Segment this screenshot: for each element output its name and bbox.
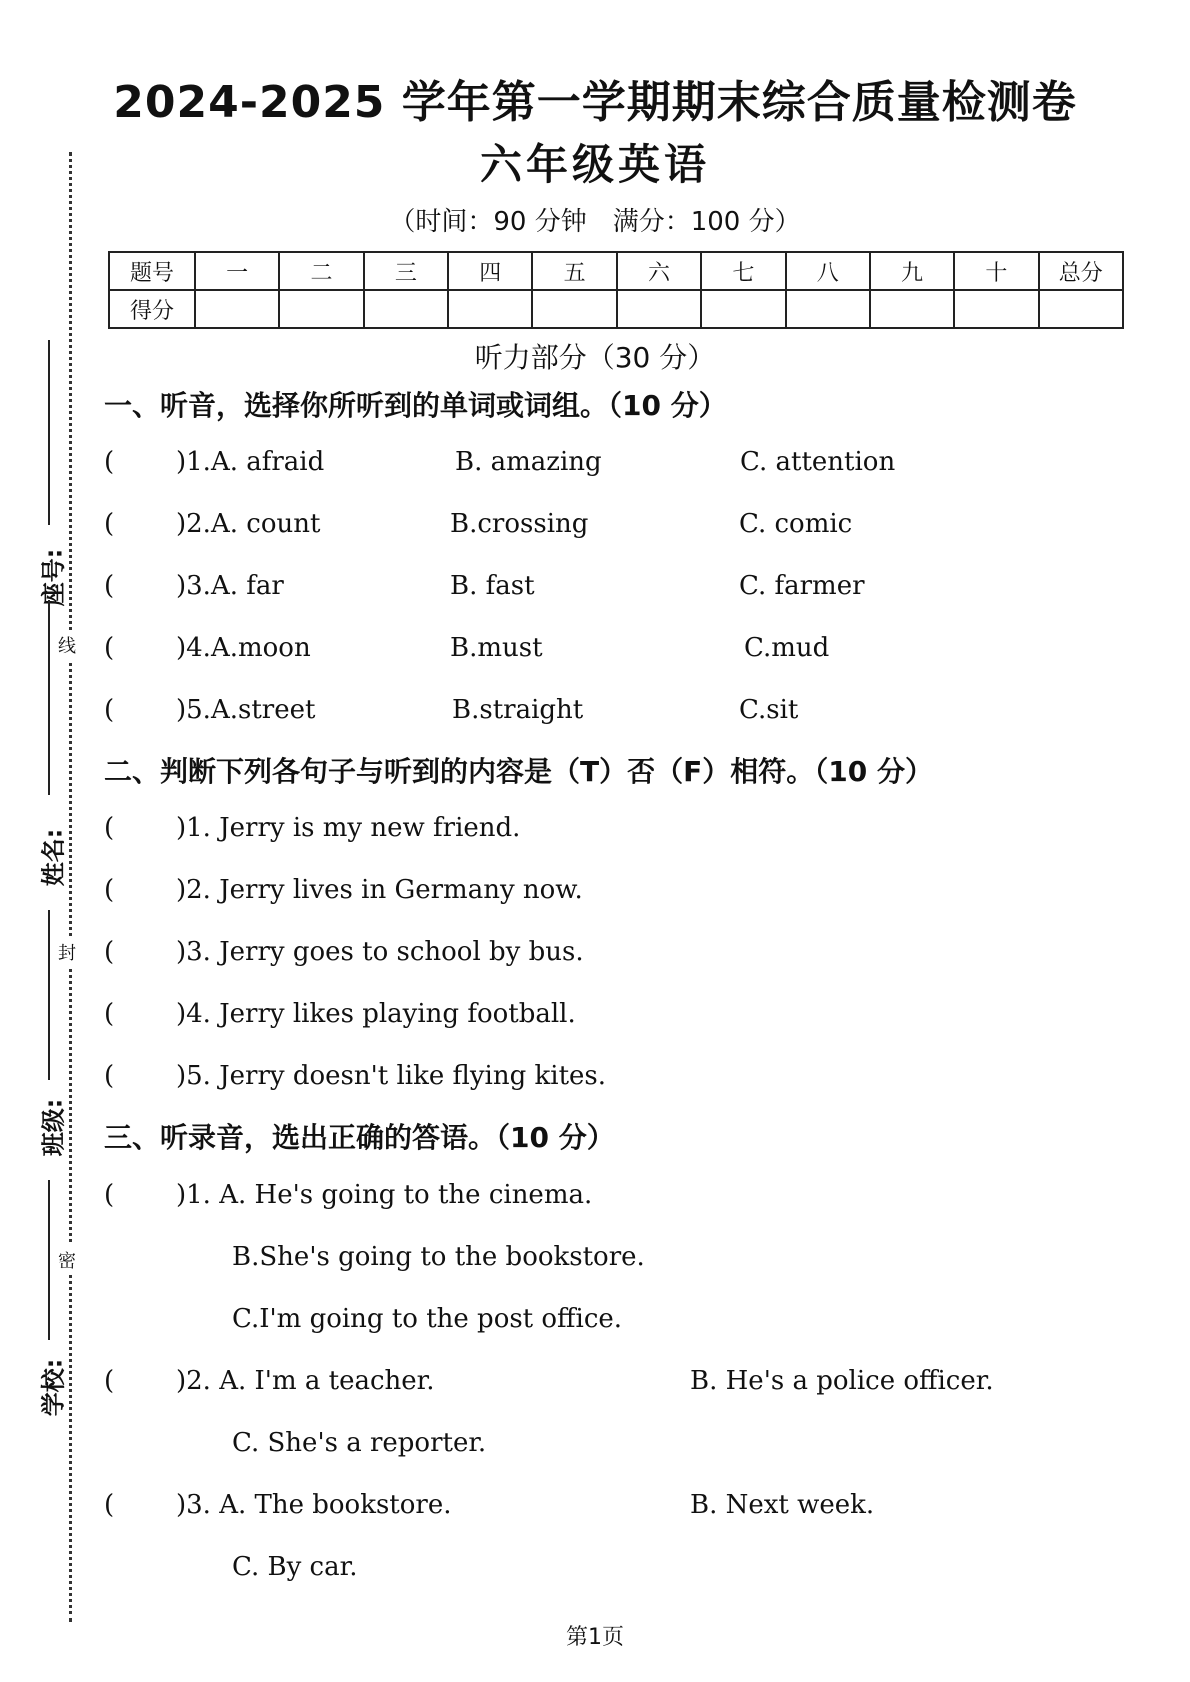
score-table-cell: 六 xyxy=(617,252,701,290)
question-option-a: )3. A. The bookstore. xyxy=(176,1490,452,1520)
question-option-a: )4.A.moon xyxy=(176,633,311,663)
question-option-c: C. attention xyxy=(740,447,896,477)
score-table-cell: 三 xyxy=(364,252,448,290)
statement-text: )5. Jerry doesn't like flying kites. xyxy=(176,1061,607,1091)
score-entry-cell[interactable] xyxy=(617,290,701,328)
question-option-b: B. He's a police officer. xyxy=(690,1366,994,1396)
statement-text: )2. Jerry lives in Germany now. xyxy=(176,875,583,905)
score-table-cell: 总分 xyxy=(1039,252,1123,290)
score-table-cell: 九 xyxy=(870,252,954,290)
listening-section-title: 听力部分（30 分） xyxy=(474,341,716,374)
score-table-cell: 五 xyxy=(532,252,616,290)
class-fill-line xyxy=(48,910,50,1080)
answer-paren[interactable]: ( xyxy=(104,937,115,967)
seat-label: 座号: xyxy=(39,548,68,607)
name-fill-line xyxy=(48,600,50,795)
question-option-c: C. comic xyxy=(739,509,853,539)
answer-paren[interactable]: ( xyxy=(104,447,115,477)
score-entry-cell[interactable] xyxy=(195,290,279,328)
answer-paren[interactable]: ( xyxy=(104,1061,115,1091)
score-entry-cell[interactable] xyxy=(279,290,363,328)
statement-text: )3. Jerry goes to school by bus. xyxy=(176,937,584,967)
answer-paren[interactable]: ( xyxy=(104,571,115,601)
answer-paren[interactable]: ( xyxy=(104,999,115,1029)
statement-text: )1. Jerry is my new friend. xyxy=(176,813,521,843)
score-table-cell: 十 xyxy=(954,252,1038,290)
score-table-score-row xyxy=(109,290,1123,328)
score-table-cell: 八 xyxy=(786,252,870,290)
answer-paren[interactable]: ( xyxy=(104,1490,115,1520)
score-entry-cell[interactable] xyxy=(954,290,1038,328)
score-entry-cell[interactable] xyxy=(786,290,870,328)
question-option-c: C.I'm going to the post office. xyxy=(232,1304,623,1334)
question-option-c: C. She's a reporter. xyxy=(232,1428,487,1458)
score-entry-cell[interactable] xyxy=(532,290,616,328)
score-table-cell: 得分 xyxy=(109,290,195,328)
class-label: 班级: xyxy=(39,1098,68,1157)
page-number: 第1页 xyxy=(566,1625,624,1650)
school-label: 学校: xyxy=(39,1358,68,1417)
answer-paren[interactable]: ( xyxy=(104,633,115,663)
score-table-cell: 题号 xyxy=(109,252,195,290)
answer-paren[interactable]: ( xyxy=(104,875,115,905)
question-option-b: B.crossing xyxy=(450,509,589,539)
binding-mark-seal: 封 xyxy=(58,937,76,967)
answer-paren[interactable]: ( xyxy=(104,695,115,725)
exam-subtitle: 六年级英语 xyxy=(479,140,710,189)
score-entry-cell[interactable] xyxy=(701,290,785,328)
score-table-cell: 七 xyxy=(701,252,785,290)
statement-text: )4. Jerry likes playing football. xyxy=(176,999,576,1029)
question-option-b: B.must xyxy=(450,633,543,663)
question-option-c: C. By car. xyxy=(232,1552,358,1582)
question-option-a: )5.A.street xyxy=(176,695,316,725)
question-option-c: C.sit xyxy=(739,695,799,725)
answer-paren[interactable]: ( xyxy=(104,1180,115,1210)
score-entry-cell[interactable] xyxy=(870,290,954,328)
score-entry-cell[interactable] xyxy=(364,290,448,328)
score-table-cell: 四 xyxy=(448,252,532,290)
score-table-cell: 一 xyxy=(195,252,279,290)
score-entry-cell[interactable] xyxy=(1039,290,1123,328)
question-option-b: B. amazing xyxy=(455,447,602,477)
binding-mark-line: 线 xyxy=(58,630,76,660)
score-table xyxy=(108,251,1124,329)
school-fill-line xyxy=(48,1180,50,1340)
name-label: 姓名: xyxy=(39,828,68,887)
question-option-a: )1.A. afraid xyxy=(176,447,325,477)
exam-title: 2024-2025 学年第一学期期末综合质量检测卷 xyxy=(113,77,1077,128)
question-option-c: C.mud xyxy=(744,633,830,663)
part2-heading: 二、判断下列各句子与听到的内容是（T）否（F）相符。（10 分） xyxy=(104,755,933,788)
question-option-a: )2. A. I'm a teacher. xyxy=(176,1366,435,1396)
answer-paren[interactable]: ( xyxy=(104,813,115,843)
binding-mark-secret: 密 xyxy=(58,1245,76,1275)
question-option-b: B.straight xyxy=(452,695,584,725)
time-info: （时间：90 分钟 满分：100 分） xyxy=(389,207,801,237)
score-table-cell: 二 xyxy=(279,252,363,290)
binding-dotted-line xyxy=(69,152,72,1622)
score-entry-cell[interactable] xyxy=(448,290,532,328)
score-table-header-row xyxy=(109,252,1123,290)
question-option-a: )3.A. far xyxy=(176,571,284,601)
question-option-c: C. farmer xyxy=(739,571,865,601)
answer-paren[interactable]: ( xyxy=(104,1366,115,1396)
question-option-b: B. Next week. xyxy=(690,1490,875,1520)
question-option-a: )1. A. He's going to the cinema. xyxy=(176,1180,593,1210)
question-option-b: B.She's going to the bookstore. xyxy=(232,1242,645,1272)
question-option-b: B. fast xyxy=(450,571,535,601)
part3-heading: 三、听录音，选出正确的答语。（10 分） xyxy=(104,1121,615,1154)
seat-fill-line xyxy=(48,340,50,525)
answer-paren[interactable]: ( xyxy=(104,509,115,539)
part1-heading: 一、听音，选择你所听到的单词或词组。（10 分） xyxy=(104,389,727,422)
question-option-a: )2.A. count xyxy=(176,509,321,539)
